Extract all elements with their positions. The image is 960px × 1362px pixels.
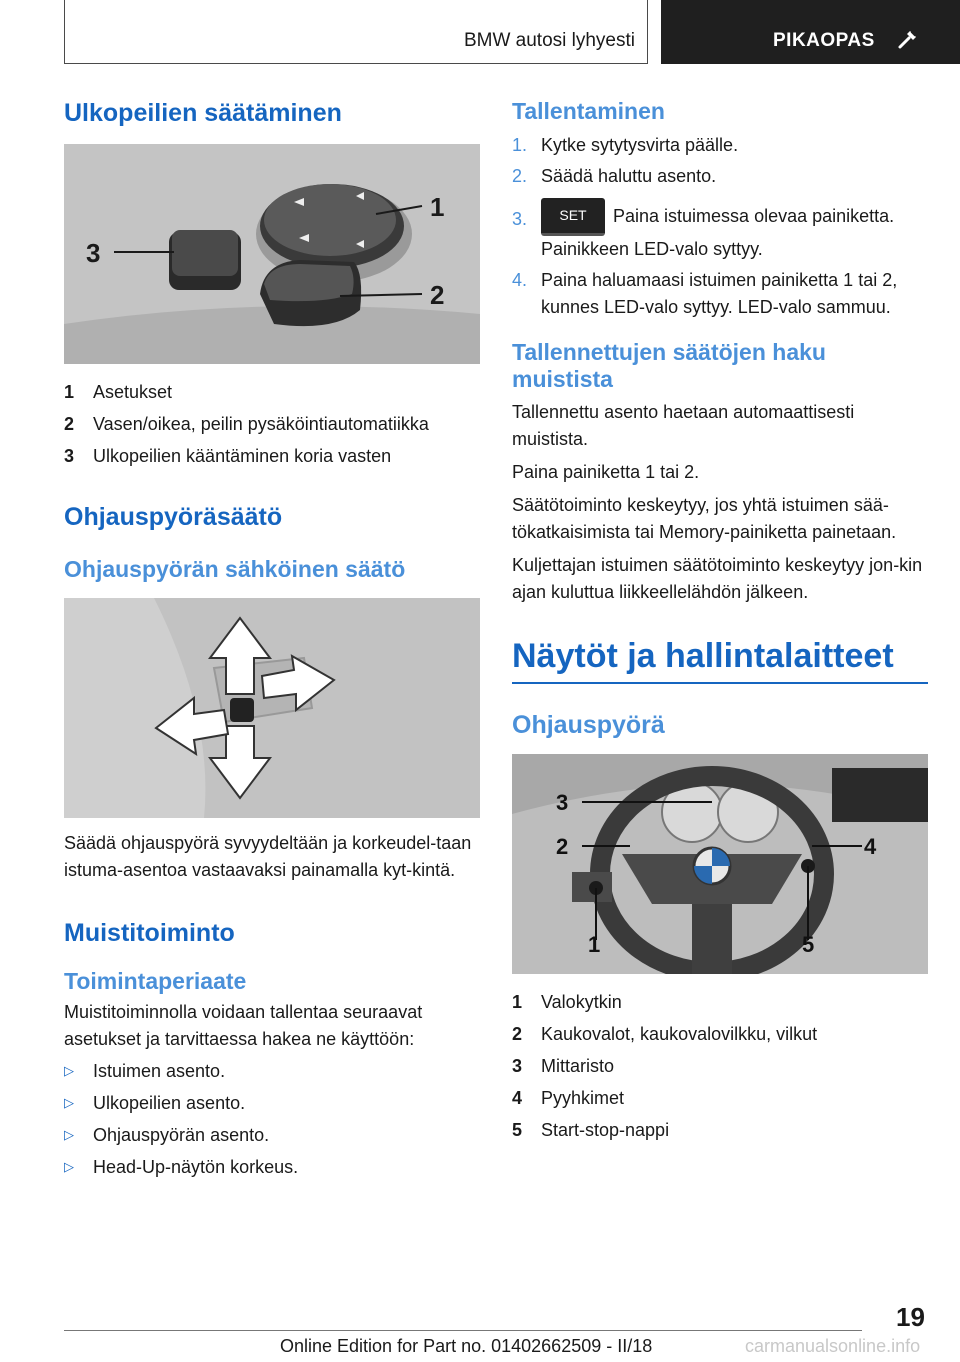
wheel-callout-5: 5 bbox=[802, 932, 815, 958]
bullet-triangle-icon: ▷ bbox=[64, 1063, 74, 1079]
mirror-legend bbox=[64, 376, 480, 472]
memory-heading: Muistitoiminto bbox=[64, 918, 235, 947]
list-item: 1. Kytke sytytysvirta päälle. bbox=[512, 134, 739, 155]
list-item: 4 Pyyhkimet bbox=[512, 1088, 625, 1109]
steering-wheel-legend bbox=[512, 986, 928, 1146]
list-item: 4. Paina haluamaasi istuimen painiketta 1 tai 2, kunnes LED-valo syttyy. LED-valo sammuu. bbox=[512, 269, 898, 317]
header-chapter-box bbox=[661, 0, 960, 64]
bullet-triangle-icon: ▷ bbox=[64, 1127, 74, 1143]
list-item: 1 Asetukset bbox=[64, 382, 173, 402]
steering-adjust-figure bbox=[64, 598, 480, 818]
list-item: ▷ Ohjauspyörän asento. bbox=[64, 1119, 480, 1151]
bullet-triangle-icon: ▷ bbox=[64, 1159, 74, 1175]
set-button-icon: SET bbox=[541, 198, 605, 236]
memory-subheading: Toimintaperiaate bbox=[64, 967, 247, 994]
steering-heading: Ohjauspyöräsäätö bbox=[64, 503, 283, 531]
right-column bbox=[512, 98, 928, 1146]
recall-paragraph-1: Tallennettu asento haetaan automaattisesti muistista. bbox=[512, 401, 855, 449]
left-column bbox=[64, 98, 480, 1183]
mirror-heading: Ulkopeilien säätäminen bbox=[64, 99, 342, 127]
header-section-title: BMW autosi lyhyesti bbox=[463, 30, 635, 51]
recall-heading: Tallennettujen säätöjen haku muistista bbox=[512, 338, 826, 392]
mirror-callout-3: 3 bbox=[86, 238, 101, 268]
list-item: ▷ Istuimen asento. bbox=[64, 1055, 480, 1087]
recall-paragraph-3: Säätötoiminto keskeytyy, jos yhtä istuimen sää‐tökatkaisimista tai Memory-painiketta painetaan. bbox=[512, 494, 897, 542]
bullet-triangle-icon: ▷ bbox=[64, 1095, 74, 1111]
memory-paragraph: Muistitoiminnolla voidaan tallentaa seuraavat asetukset ja tarvittaessa hakea ne käyttöön: bbox=[64, 1002, 423, 1050]
footer-divider bbox=[64, 1330, 862, 1331]
steering-wheel-figure bbox=[512, 754, 928, 974]
mirror-control-figure bbox=[64, 144, 480, 364]
displays-subheading: Ohjauspyörä bbox=[512, 711, 665, 740]
watermark: carmanualsonline.info bbox=[745, 1336, 921, 1356]
header-chapter-label: PIKAOPAS bbox=[773, 30, 875, 51]
list-item: 1 Valokytkin bbox=[512, 992, 622, 1013]
list-item: 2. Säädä haluttu asento. bbox=[512, 165, 717, 186]
saving-heading: Tallentaminen bbox=[512, 98, 665, 124]
footer-edition: Online Edition for Part no. 01402662509 - II/18 bbox=[280, 1336, 653, 1356]
list-item: ▷ Head-Up-näytön korkeus. bbox=[64, 1151, 480, 1183]
list-item: 3. SET Paina istuimessa olevaa painiketta. Painikkeen LED-valo syttyy. bbox=[512, 198, 928, 263]
page-number: 19 bbox=[896, 1302, 925, 1332]
memory-bullets bbox=[64, 1055, 480, 1183]
wrench-pin-icon bbox=[897, 28, 919, 55]
wheel-callout-4: 4 bbox=[864, 834, 877, 860]
list-item: 5 Start-stop-nappi bbox=[512, 1120, 670, 1141]
recall-paragraph-4: Kuljettajan istuimen säätötoiminto keskeytyy jon‐kin ajan kuluttua liikkeellelähdön jälkeen. bbox=[512, 554, 923, 602]
mirror-callout-2: 2 bbox=[430, 280, 445, 310]
wheel-callout-1: 1 bbox=[588, 932, 601, 958]
list-item: ▷ Ulkopeilien asento. bbox=[64, 1087, 480, 1119]
header-section-box bbox=[64, 0, 648, 64]
recall-paragraph-2: Paina painiketta 1 tai 2. bbox=[512, 461, 700, 482]
displays-heading: Näytöt ja hallintalaitteet bbox=[512, 636, 928, 685]
list-item: 2 Kaukovalot, kaukovalovilkku, vilkut bbox=[512, 1024, 818, 1045]
wheel-callout-3: 3 bbox=[556, 790, 569, 816]
steering-paragraph: Säädä ohjauspyörä syvyydeltään ja korkeudel‐taan istuma-asentoa vastaavaksi painamalla kyt‐kintä. bbox=[64, 832, 472, 880]
list-item: 2 Vasen/oikea, peilin pysäköintiautomatiikka bbox=[64, 414, 429, 434]
wheel-callout-2: 2 bbox=[556, 834, 569, 860]
mirror-callout-1: 1 bbox=[430, 192, 445, 222]
saving-steps bbox=[512, 132, 928, 321]
steering-subheading: Ohjauspyörän sähköinen säätö bbox=[64, 556, 406, 582]
list-item: 3 Mittaristo bbox=[512, 1056, 615, 1077]
list-item: 3 Ulkopeilien kääntäminen koria vasten bbox=[64, 446, 392, 466]
